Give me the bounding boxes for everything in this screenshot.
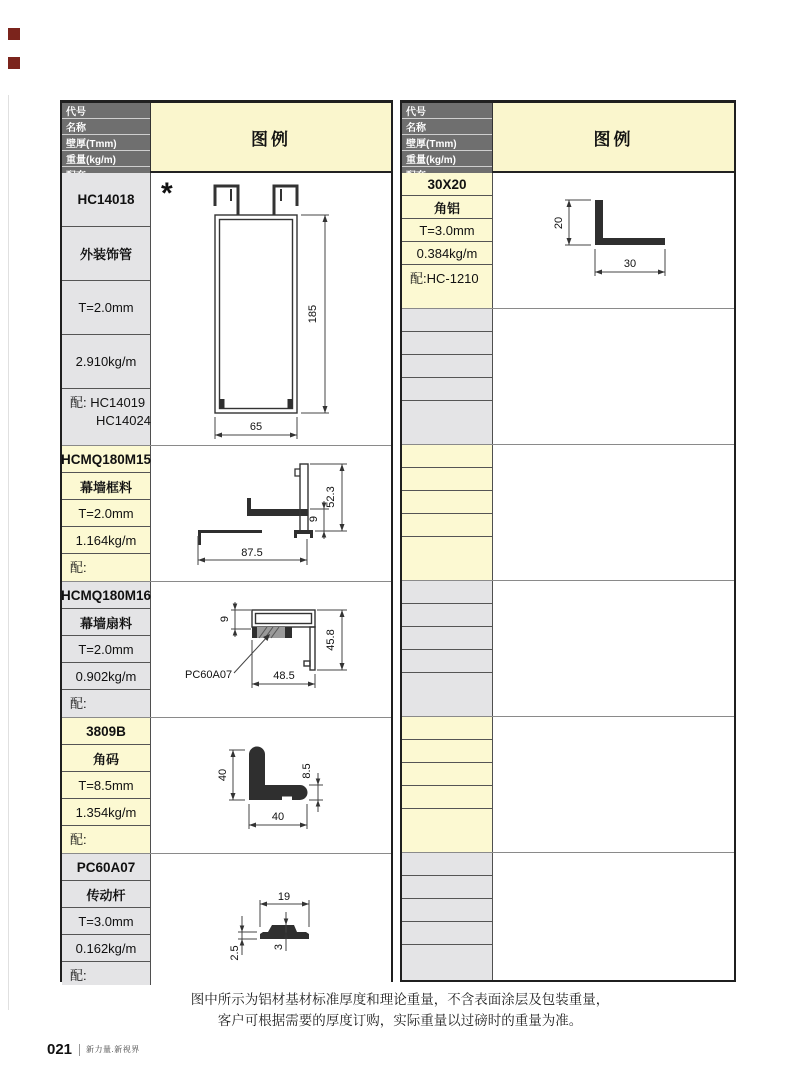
section-labels	[62, 718, 151, 853]
header-weight: 重量(kg/m)	[402, 151, 492, 167]
name-cell: 角铝	[402, 196, 492, 219]
drawing-cell	[493, 445, 734, 580]
empty-cell	[402, 673, 492, 716]
thickness-cell: T=2.0mm	[62, 500, 150, 527]
code-cell: HCMQ180M16	[62, 582, 150, 609]
dim-width: 87.5	[241, 547, 263, 559]
page-footer	[47, 1041, 140, 1058]
match-cell: 配:	[62, 554, 150, 581]
asterisk-mark: *	[161, 177, 173, 210]
page-number: 021	[47, 1041, 73, 1058]
dim-height: 185	[307, 304, 319, 324]
empty-cell	[402, 378, 492, 401]
empty-cell	[402, 355, 492, 378]
thickness-cell: T=3.0mm	[62, 908, 150, 935]
empty-cell	[402, 853, 492, 876]
name-cell: 幕墙扇料	[62, 609, 150, 636]
section-3809b	[62, 718, 391, 854]
weight-cell: 2.910kg/m	[62, 335, 150, 389]
section-pc60a07	[62, 854, 391, 985]
profile-drawing-hcmq180m15	[151, 446, 395, 581]
dim-mid: 3	[273, 943, 285, 951]
dim-left: 2.5	[229, 945, 241, 961]
match-line2: HC14024	[96, 412, 151, 428]
empty-cell	[402, 468, 492, 491]
note-line-1: 图中所示为铝材基材标准厚度和理论重量，不含表面涂层及包装重量，	[190, 992, 610, 1007]
empty-cell	[402, 763, 492, 786]
header-code: 代号	[402, 103, 492, 119]
section-labels	[402, 309, 493, 444]
header-label-column	[62, 103, 151, 171]
weight-cell: 0.902kg/m	[62, 663, 150, 690]
section-labels	[62, 446, 151, 581]
dim-small: 9	[219, 615, 231, 623]
profile-drawing-3809b	[151, 718, 395, 853]
dim-width: 48.5	[273, 670, 295, 682]
empty-cell	[402, 514, 492, 537]
dim-width: 30	[623, 258, 637, 270]
code-cell: HCMQ180M15	[62, 446, 150, 473]
code-cell: 3809B	[62, 718, 150, 745]
table-header	[402, 103, 734, 173]
section-labels	[402, 853, 493, 980]
section-empty-5	[402, 853, 734, 980]
empty-cell	[402, 581, 492, 604]
empty-cell	[402, 309, 492, 332]
drawing-cell	[493, 717, 734, 852]
section-labels	[402, 445, 493, 580]
code-cell: 30X20	[402, 173, 492, 196]
weight-cell: 0.384kg/m	[402, 242, 492, 265]
header-weight: 重量(kg/m)	[62, 151, 150, 167]
profile-drawing-hc14018	[151, 173, 395, 445]
profile-drawing-pc60a07	[151, 854, 395, 991]
match-cell: 配:	[62, 690, 150, 717]
header-legend: 图例	[151, 103, 391, 171]
weight-cell: 0.162kg/m	[62, 935, 150, 962]
section-empty-3	[402, 581, 734, 717]
empty-cell	[402, 401, 492, 444]
empty-cell	[402, 445, 492, 468]
dim-height: 52.3	[325, 486, 337, 508]
thickness-cell: T=2.0mm	[62, 636, 150, 663]
name-cell: 传动杆	[62, 881, 150, 908]
dim-width: 65	[249, 421, 263, 433]
drawing-cell	[151, 446, 391, 581]
empty-cell	[402, 876, 492, 899]
header-thickness: 壁厚(Tmm)	[62, 135, 150, 151]
match-cell	[62, 389, 150, 445]
page-margin-line	[8, 95, 9, 1010]
empty-cell	[402, 537, 492, 580]
weight-cell: 1.164kg/m	[62, 527, 150, 554]
section-empty-4	[402, 717, 734, 853]
match-cell: 配:	[62, 826, 150, 853]
match-cell: 配:HC-1210	[402, 265, 492, 308]
name-cell: 外装饰管	[62, 227, 150, 281]
empty-cell	[402, 740, 492, 763]
drawing-cell	[493, 309, 734, 444]
thickness-cell: T=2.0mm	[62, 281, 150, 335]
dim-right: 8.5	[301, 763, 313, 779]
drawing-cell	[493, 581, 734, 716]
section-hcmq180m16	[62, 582, 391, 718]
table-header	[62, 103, 391, 173]
profile-drawing-hcmq180m16	[151, 582, 395, 717]
dim-height: 45.8	[325, 629, 337, 651]
dim-bottom: 40	[271, 811, 285, 823]
header-code: 代号	[62, 103, 150, 119]
spec-table-left	[60, 100, 393, 982]
dim-left: 40	[217, 768, 229, 782]
header-thickness: 壁厚(Tmm)	[402, 135, 492, 151]
footer-brand: 新力量.新视界	[86, 1045, 140, 1054]
part-label: PC60A07	[185, 669, 233, 681]
section-30x20	[402, 173, 734, 309]
empty-cell	[402, 945, 492, 980]
drawing-cell	[151, 718, 391, 853]
page-color-mark-1	[8, 28, 20, 40]
thickness-cell: T=3.0mm	[402, 219, 492, 242]
empty-cell	[402, 922, 492, 945]
section-labels	[402, 581, 493, 716]
drawing-cell	[151, 582, 391, 717]
section-labels	[62, 854, 151, 985]
dim-top: 19	[277, 891, 291, 903]
section-labels	[402, 717, 493, 852]
header-name: 名称	[402, 119, 492, 135]
header-name: 名称	[62, 119, 150, 135]
name-cell: 角码	[62, 745, 150, 772]
empty-cell	[402, 604, 492, 627]
empty-cell	[402, 717, 492, 740]
empty-cell	[402, 786, 492, 809]
empty-cell	[402, 491, 492, 514]
code-cell: HC14018	[62, 173, 150, 227]
section-empty-1	[402, 309, 734, 445]
header-label-column	[402, 103, 493, 171]
section-labels	[62, 582, 151, 717]
drawing-cell	[151, 854, 391, 985]
profile-drawing-30x20	[493, 173, 737, 308]
drawing-cell	[151, 173, 391, 445]
header-legend: 图例	[493, 103, 734, 171]
thickness-cell: T=8.5mm	[62, 772, 150, 799]
section-hcmq180m15	[62, 446, 391, 582]
note-line-2: 客户可根据需要的厚度订购，实际重量以过磅时的重量为准。	[217, 1013, 583, 1028]
match-cell: 配:	[62, 962, 150, 985]
spec-table-right	[400, 100, 736, 982]
name-cell: 幕墙框料	[62, 473, 150, 500]
drawing-cell	[493, 853, 734, 980]
section-labels	[402, 173, 493, 308]
weight-cell: 1.354kg/m	[62, 799, 150, 826]
page-color-mark-2	[8, 57, 20, 69]
section-empty-2	[402, 445, 734, 581]
empty-cell	[402, 809, 492, 852]
section-hc14018	[62, 173, 391, 446]
empty-cell	[402, 332, 492, 355]
empty-cell	[402, 899, 492, 922]
section-labels	[62, 173, 151, 445]
code-cell: PC60A07	[62, 854, 150, 881]
match-line1: 配: HC14019	[70, 395, 146, 410]
empty-cell	[402, 627, 492, 650]
footer-divider	[79, 1044, 80, 1056]
empty-cell	[402, 650, 492, 673]
dim-height: 20	[553, 216, 565, 230]
dim-small: 9	[308, 515, 320, 523]
drawing-cell	[493, 173, 734, 308]
